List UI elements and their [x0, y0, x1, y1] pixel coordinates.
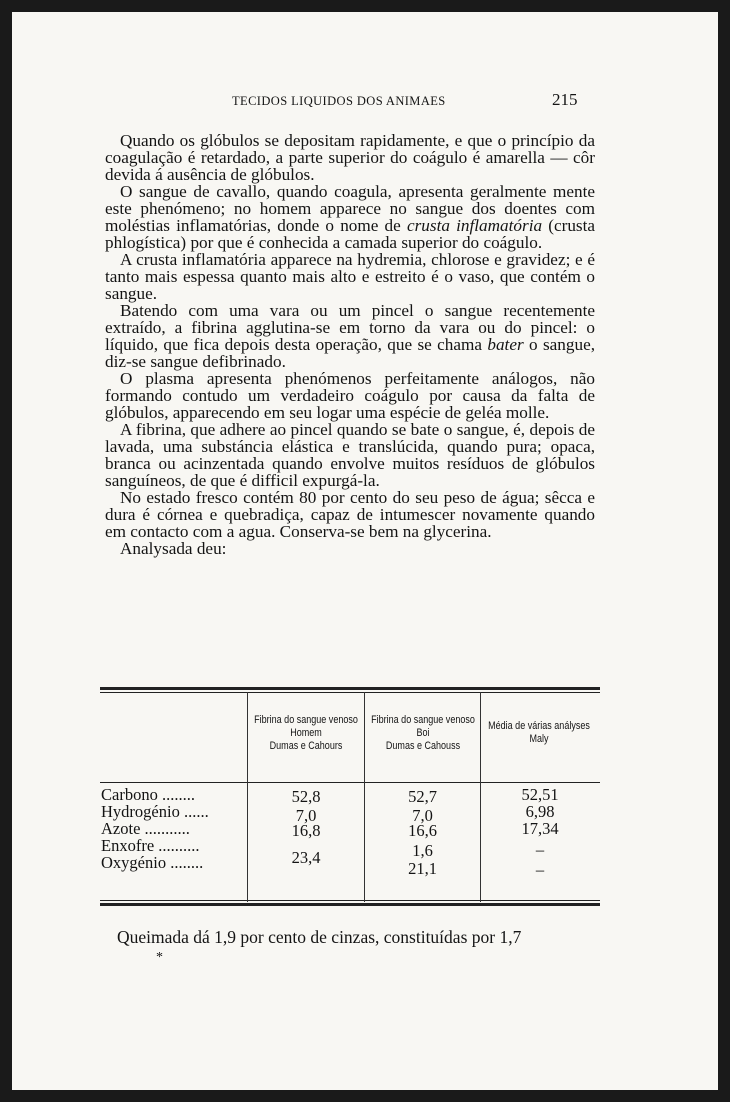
- cell-azote-homem: 16,8: [291, 821, 321, 840]
- page-number: 215: [552, 90, 578, 109]
- cell-oxygenio-boi: 21,1: [408, 859, 437, 878]
- page-header: [12, 90, 718, 114]
- paragraph-7: No estado fresco contém 80 por cento do seu peso de água; sêcca e dura é córnea e quebradiça, capaz de intumescer novamente quando em contacto com a agua. Conserva-se bem na glycerina.: [105, 488, 595, 541]
- paragraph-5: O plasma apresenta phenómenos perfeitamente análogos, não formando contudo um verdadeiro coágulo por causa da falta de glóbulos, apparecendo em seu logar uma espécie de geléa molle.: [105, 369, 595, 422]
- paragraph-6: A fibrina, que adhere ao pincel quando se bate o sangue, é, depois de lavada, uma substáncia elástica e translúcida, quando pura; opaca, branca ou acinzentada quando envolve muitos resíduos de glóbulos sanguíneos, de que é difficil expurgá-la.: [105, 420, 595, 490]
- paragraph-8: Analysada deu:: [120, 539, 227, 558]
- table-rule-bottom-thin: [100, 900, 600, 901]
- cell-carbono-homem: 52,8: [291, 787, 321, 806]
- row-label-hydrogenio: Hydrogénio ......: [101, 802, 209, 821]
- cell-azote-media: 17,34: [521, 819, 559, 838]
- paragraph-1: Quando os glóbulos se depositam rapidamente, e que o princípio da coagulação é retardado, a parte superior do coágulo é amarella — côr devida á ausência de glóbulos.: [105, 131, 595, 184]
- cell-hydrogenio-homem: 7,0: [295, 806, 317, 825]
- row-label-enxofre: Enxofre ..........: [101, 836, 200, 855]
- cell-enxofre-oxygenio-homem: 23,4: [291, 848, 321, 867]
- table-rule-top: [100, 687, 600, 690]
- cell-azote-boi: 16,6: [408, 821, 437, 840]
- column-header-1: Fibrina do sangue venoso Homem Dumas e Cahours: [254, 714, 358, 752]
- column-header-3: Média de várias anályses Maly: [488, 720, 590, 745]
- cell-oxygenio-media: –: [535, 860, 545, 879]
- table-rule-header: [100, 782, 600, 783]
- body-text: [105, 132, 595, 557]
- cell-hydrogenio-media: 6,98: [525, 802, 555, 821]
- cell-enxofre-boi: 1,6: [412, 841, 433, 860]
- cell-enxofre-media: –: [535, 840, 545, 859]
- row-label-oxygenio: Oxygénio ........: [101, 853, 204, 872]
- cell-carbono-media: 52,51: [521, 785, 559, 804]
- column-header-2: Fibrina do sangue venoso Boi Dumas e Cahouss: [371, 714, 475, 752]
- italic-term: bater: [487, 335, 524, 354]
- paragraph-4: Batendo com uma vara ou um pincel o sangue recentemente extraído, a fibrina agglutina-se em torno da vara ou do pincel: o líquido, que fica depois desta operação, que se chama bater o sangue, diz-se sangue defibrinado.: [105, 301, 595, 371]
- table-rule-bottom: [100, 903, 600, 906]
- table-rule-top-thin: [100, 692, 600, 693]
- cell-hydrogenio-boi: 7,0: [412, 806, 433, 825]
- continuation-line: Queimada dá 1,9 por cento de cinzas, constituídas por 1,7: [117, 927, 522, 947]
- row-label-azote: Azote ...........: [101, 819, 190, 838]
- italic-term: crusta inflamatória: [406, 216, 543, 235]
- signature-mark: *: [156, 950, 163, 965]
- running-title: TECIDOS LIQUIDOS DOS ANIMAES: [232, 94, 446, 108]
- cell-carbono-boi: 52,7: [408, 787, 437, 806]
- paragraph-3: A crusta inflamatória apparece na hydremia, chlorose e gravidez; e é tanto mais espessa quanto mais alto e estreito é o vaso, que contém o sangue.: [105, 250, 595, 303]
- paragraph-2: O sangue de cavallo, quando coagula, apresenta geralmente mente este phenómeno; no homem apparece no sangue dos doentes com moléstias inflamatórias, donde o nome de crusta inflamatória (crusta phlogística) por que é conhecida a camada superior do coágulo.: [105, 182, 596, 252]
- row-label-carbono: Carbono ........: [101, 785, 195, 804]
- book-page: [12, 12, 718, 1090]
